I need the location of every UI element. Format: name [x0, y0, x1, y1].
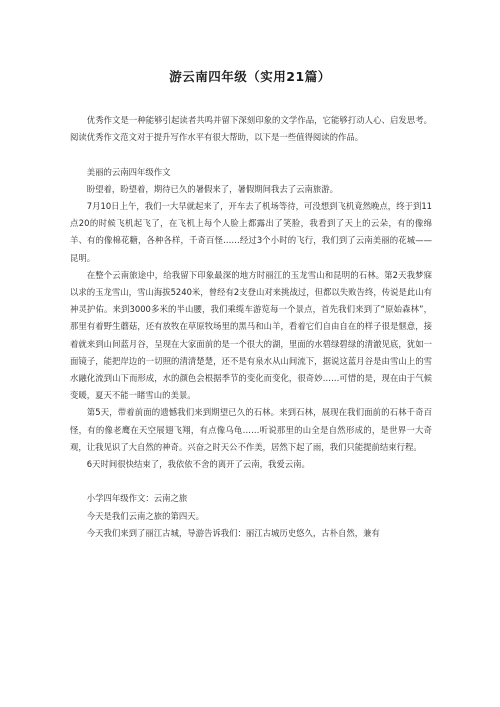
document-title: 游云南四年级（实用21篇） [169, 69, 331, 84]
document-body [70, 112, 432, 542]
intro-paragraph: 优秀作文是一种能够引起读者共鸣并留下深刻印象的文学作品，它能够打动人心、启发思考。阅读优秀作文范文对于提升写作水平有很大帮助，以下是一些值得阅读的作品。 [70, 115, 432, 143]
essay-heading: 美丽的云南四年级作文 [86, 166, 171, 177]
paragraph-spacer [70, 146, 432, 163]
paragraph-spacer [70, 473, 432, 490]
body-paragraph: 今天是我们云南之旅的第四天。 [86, 510, 205, 521]
body-paragraph: 在整个云南旅途中，给我留下印象最深的地方时丽江的玉龙雪山和昆明的石林。第2天我梦寐以求的玉龙雪山，雪山海拔5240米，曾经有2支登山对来挑战过，但都以失败告终，传说是此山有神灵护佑。来到3000多米的半山腰，我们乘缆车游览每一个景点，首先我们来到了“原始森林”，那里有着野生蘑菇，还有放牧在草原牧场里的黑马和山羊，看着它们自由自在的样子很是惬意，接着就来到山间蓝月谷，呈现在大家面前的是一个很大的湖，里面的水碧绿碧绿的清澈见底，犹如一面镜子，能把岸边的一切照的清清楚楚，还不是有泉水从山间流下，据说这蓝月谷是由雪山上的雪水融化流到山下而形成，水的颜色会根据季节的变化而变化，很奇妙……可惜的是，现在由于气候变暖，夏天不能一睹雪山的美景。 [70, 269, 432, 401]
body-paragraph: 今天我们来到了丽江古城，导游告诉我们：丽江古城历史悠久，古朴自然，兼有 [86, 527, 380, 538]
essay-heading: 小学四年级作文：云南之旅 [86, 493, 188, 504]
body-paragraph: 第5天，带着前面的遗憾我们来到期望已久的石林。来到石林，展现在我们面前的石林千奇百怪，有的像老鹰在天空展翅飞翔，有点像乌龟……听说那里的山全是自然形成的，是世界一大奇观，让我见识了大自然的神奇。兴奋之时天公不作美，居然下起了雨，我们只能提前结束行程。 [70, 407, 432, 452]
body-paragraph: 盼望着，盼望着，期待已久的暑假来了，暑假期间我去了云南旅游。 [86, 183, 339, 194]
body-paragraph: 6天时间很快结束了，我依依不舍的离开了云南，我爱云南。 [86, 459, 310, 470]
body-paragraph: 7月10日上午，我们一大早就起来了，开车去了机场等待，可没想到飞机竟然晚点，终于到11点20的时候飞机起飞了，在飞机上每个人脸上都露出了笑脸，我看到了天上的云朵，有的像绵羊、有的像棉花糖，各种各样，千奇百怪……经过3个小时的飞行，我们到了云南美丽的花城——昆明。 [70, 201, 432, 263]
